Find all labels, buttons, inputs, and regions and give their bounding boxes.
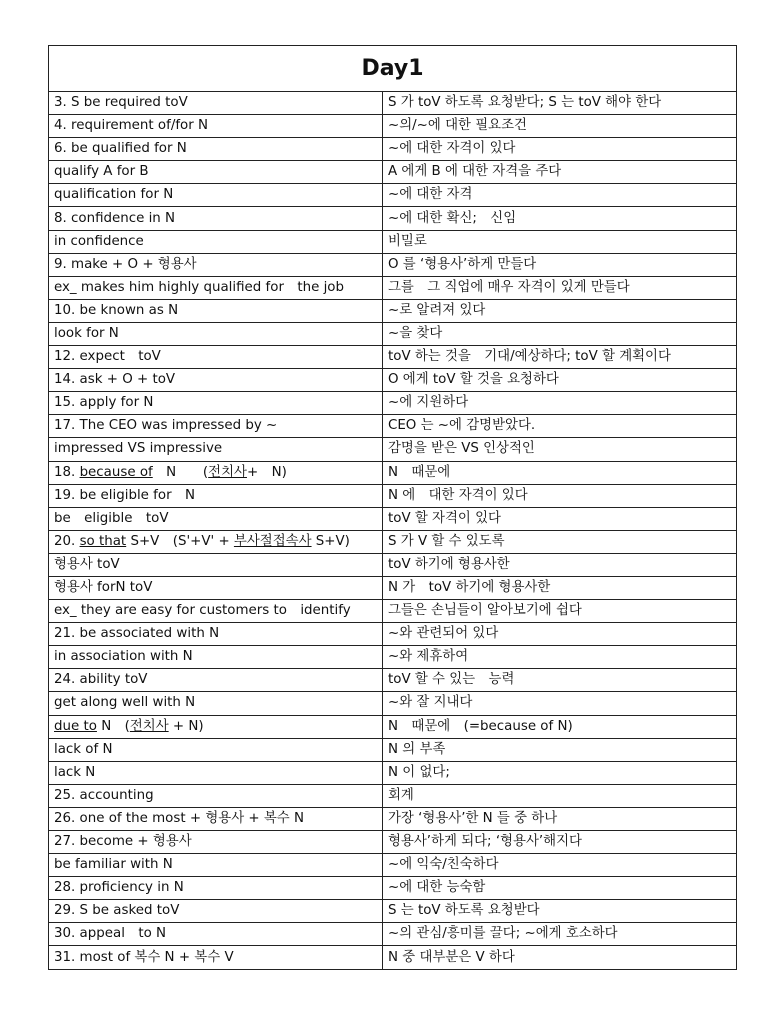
korean-meaning: ~로 알려져 있다 — [383, 299, 737, 322]
korean-meaning: S 가 toV 하도록 요청받다; S 는 toV 해야 한다 — [383, 92, 737, 115]
english-term: lack N — [49, 761, 383, 784]
korean-meaning: toV 할 수 있는 능력 — [383, 669, 737, 692]
english-term: ex_ they are easy for customers to identify — [49, 600, 383, 623]
table-row — [49, 784, 737, 807]
english-term: 19. be eligible for N — [49, 484, 383, 507]
table-row — [49, 346, 737, 369]
korean-meaning: 가장 ‘형용사’한 N 들 중 하나 — [383, 807, 737, 830]
english-term: 형용사 toV — [49, 553, 383, 576]
korean-meaning: CEO 는 ~에 감명받았다. — [383, 415, 737, 438]
table-row — [49, 484, 737, 507]
term-text: + N) — [168, 718, 204, 734]
vocabulary-table-body — [49, 46, 737, 970]
vocabulary-table — [48, 45, 737, 970]
korean-meaning: N 때문에 (=because of N) — [383, 715, 737, 738]
korean-meaning: ~의 관심/흥미를 끌다; ~에게 호소하다 — [383, 923, 737, 946]
english-term: 14. ask + O + toV — [49, 369, 383, 392]
korean-meaning: 그를 그 직업에 매우 자격이 있게 만들다 — [383, 276, 737, 299]
korean-meaning: ~에 대한 확신; 신임 — [383, 207, 737, 230]
korean-meaning: ~에 대한 자격 — [383, 184, 737, 207]
english-term: ex_ makes him highly qualified for the job — [49, 276, 383, 299]
table-row — [49, 138, 737, 161]
korean-meaning: 비밀로 — [383, 230, 737, 253]
term-text: + N) — [246, 464, 287, 480]
table-row — [49, 207, 737, 230]
english-term: 9. make + O + 형용사 — [49, 253, 383, 276]
english-term: 6. be qualified for N — [49, 138, 383, 161]
english-term — [49, 530, 383, 553]
english-term: 26. one of the most + 형용사 + 복수 N — [49, 807, 383, 830]
table-row — [49, 854, 737, 877]
korean-meaning: N 이 없다; — [383, 761, 737, 784]
english-term — [49, 715, 383, 738]
english-term: 4. requirement of/for N — [49, 115, 383, 138]
table-row — [49, 530, 737, 553]
table-row — [49, 900, 737, 923]
korean-meaning: N 가 toV 하기에 형용사한 — [383, 576, 737, 599]
term-text: S+V) — [311, 533, 350, 549]
english-term: in confidence — [49, 230, 383, 253]
table-row — [49, 692, 737, 715]
english-term: lack of N — [49, 738, 383, 761]
term-text: 20. — [54, 533, 80, 549]
table-row — [49, 738, 737, 761]
underlined-term: 부사절접속사 — [233, 533, 312, 549]
table-row — [49, 623, 737, 646]
english-term: 12. expect toV — [49, 346, 383, 369]
english-term: 28. proficiency in N — [49, 877, 383, 900]
table-row — [49, 715, 737, 738]
table-row — [49, 877, 737, 900]
term-text: N ( — [96, 718, 130, 734]
table-row — [49, 161, 737, 184]
english-term: 29. S be asked toV — [49, 900, 383, 923]
table-row — [49, 461, 737, 484]
table-row — [49, 946, 737, 969]
english-term: 8. confidence in N — [49, 207, 383, 230]
english-term: 3. S be required toV — [49, 92, 383, 115]
table-row — [49, 253, 737, 276]
title-row — [49, 46, 737, 92]
korean-meaning: ~와 잘 지내다 — [383, 692, 737, 715]
korean-meaning: ~에 익숙/친숙하다 — [383, 854, 737, 877]
korean-meaning: N 중 대부분은 V 하다 — [383, 946, 737, 969]
korean-meaning: 형용사’하게 되다; ‘형용사’해지다 — [383, 831, 737, 854]
korean-meaning: 회계 — [383, 784, 737, 807]
table-row — [49, 322, 737, 345]
underlined-term: so that — [79, 533, 127, 549]
english-term: 27. become + 형용사 — [49, 831, 383, 854]
underlined-term: because of — [79, 464, 153, 480]
table-row — [49, 761, 737, 784]
korean-meaning: ~을 찾다 — [383, 322, 737, 345]
korean-meaning: ~에 대한 자격이 있다 — [383, 138, 737, 161]
table-row — [49, 369, 737, 392]
english-term: 21. be associated with N — [49, 623, 383, 646]
table-row — [49, 276, 737, 299]
korean-meaning: S 가 V 할 수 있도록 — [383, 530, 737, 553]
korean-meaning: A 에게 B 에 대한 자격을 주다 — [383, 161, 737, 184]
table-row — [49, 807, 737, 830]
english-term: get along well with N — [49, 692, 383, 715]
korean-meaning: O 에게 toV 할 것을 요청하다 — [383, 369, 737, 392]
korean-meaning: 감명을 받은 VS 인상적인 — [383, 438, 737, 461]
english-term: be familiar with N — [49, 854, 383, 877]
english-term: qualify A for B — [49, 161, 383, 184]
table-row — [49, 646, 737, 669]
korean-meaning: N 에 대한 자격이 있다 — [383, 484, 737, 507]
term-text: 18. — [54, 464, 80, 480]
korean-meaning: toV 하는 것을 기대/예상하다; toV 할 계획이다 — [383, 346, 737, 369]
korean-meaning: toV 할 자격이 있다 — [383, 507, 737, 530]
table-row — [49, 115, 737, 138]
korean-meaning: toV 하기에 형용사한 — [383, 553, 737, 576]
korean-meaning: ~와 제휴하여 — [383, 646, 737, 669]
table-row — [49, 507, 737, 530]
korean-meaning: ~에 대한 능숙함 — [383, 877, 737, 900]
english-term: 25. accounting — [49, 784, 383, 807]
english-term: 10. be known as N — [49, 299, 383, 322]
table-row — [49, 92, 737, 115]
english-term: look for N — [49, 322, 383, 345]
korean-meaning: N 때문에 — [383, 461, 737, 484]
page-title: Day1 — [49, 46, 737, 92]
table-row — [49, 576, 737, 599]
english-term: 형용사 forN toV — [49, 576, 383, 599]
table-row — [49, 553, 737, 576]
korean-meaning: ~에 지원하다 — [383, 392, 737, 415]
korean-meaning: ~의/~에 대한 필요조건 — [383, 115, 737, 138]
table-row — [49, 831, 737, 854]
english-term — [49, 461, 383, 484]
table-row — [49, 392, 737, 415]
english-term: 17. The CEO was impressed by ~ — [49, 415, 383, 438]
english-term: 30. appeal to N — [49, 923, 383, 946]
korean-meaning: N 의 부족 — [383, 738, 737, 761]
korean-meaning: 그들은 손님들이 알아보기에 쉽다 — [383, 600, 737, 623]
korean-meaning: ~와 관련되어 있다 — [383, 623, 737, 646]
table-row — [49, 299, 737, 322]
english-term: 24. ability toV — [49, 669, 383, 692]
english-term: in association with N — [49, 646, 383, 669]
table-row — [49, 438, 737, 461]
table-row — [49, 923, 737, 946]
table-row — [49, 415, 737, 438]
english-term: qualification for N — [49, 184, 383, 207]
term-text: N ( — [152, 464, 209, 480]
underlined-term: 전치사 — [129, 718, 169, 734]
english-term: 31. most of 복수 N + 복수 V — [49, 946, 383, 969]
table-row — [49, 669, 737, 692]
underlined-term: due to — [54, 718, 97, 734]
table-row — [49, 230, 737, 253]
korean-meaning: O 를 ‘형용사’하게 만들다 — [383, 253, 737, 276]
english-term: 15. apply for N — [49, 392, 383, 415]
english-term: be eligible toV — [49, 507, 383, 530]
table-row — [49, 184, 737, 207]
korean-meaning: S 는 toV 하도록 요청받다 — [383, 900, 737, 923]
table-row — [49, 600, 737, 623]
term-text: S+V (S'+V' + — [126, 533, 234, 549]
underlined-term: 전치사 — [208, 464, 247, 480]
english-term: impressed VS impressive — [49, 438, 383, 461]
